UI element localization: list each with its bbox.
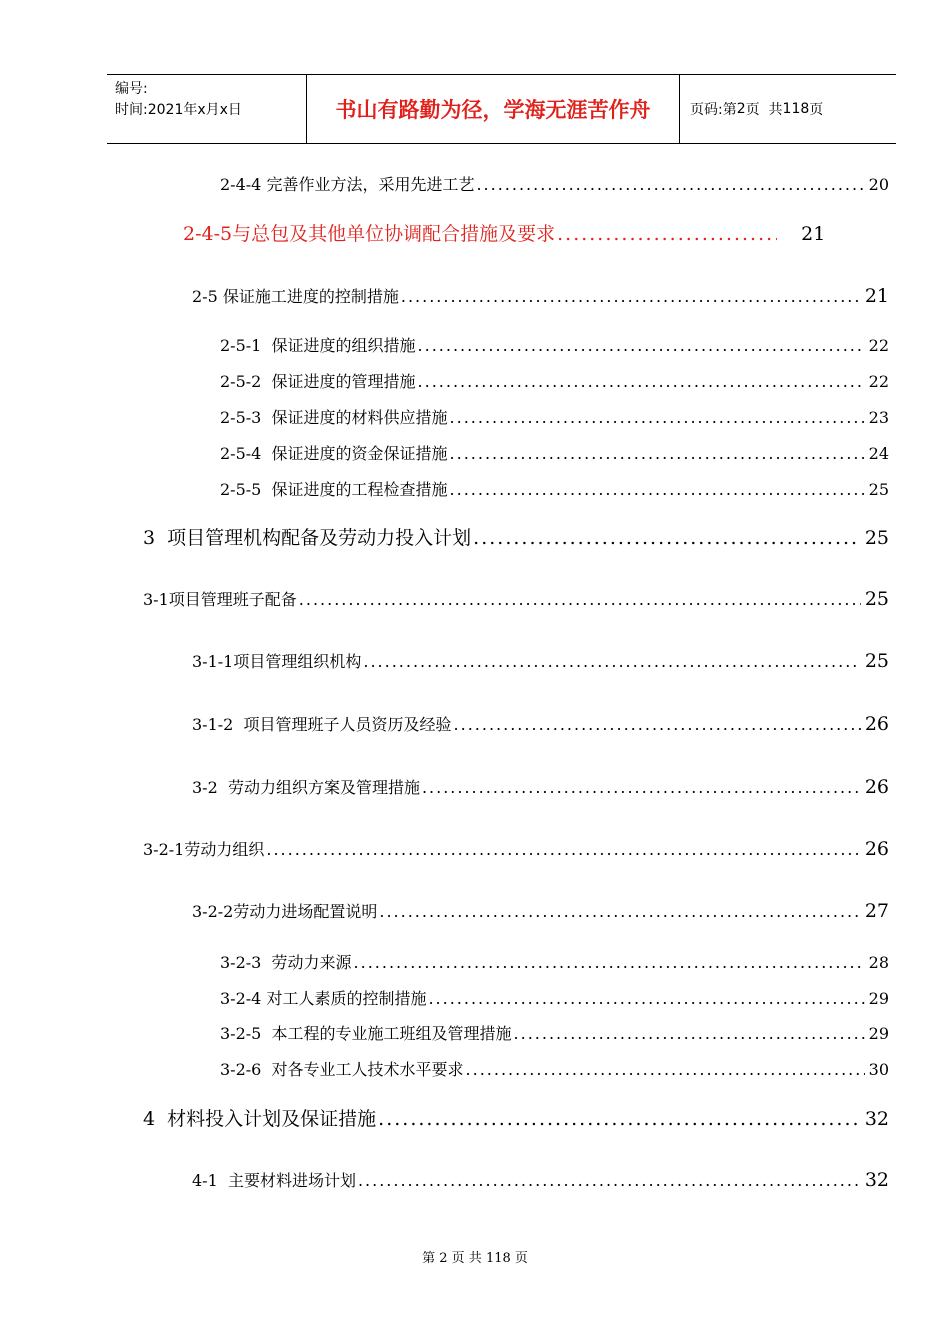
toc-entry-page: 25 (868, 480, 889, 499)
footer-mid: 页 共 (451, 1251, 482, 1266)
toc-entry-title: 2-5-2 保证进度的管理措施 (220, 372, 416, 391)
toc-entry-title: 3-2-4 对工人素质的控制措施 (220, 989, 427, 1008)
toc-entry[interactable] (220, 1021, 889, 1044)
toc-leader (378, 1108, 861, 1130)
toc-leader (379, 902, 860, 921)
toc-entry[interactable] (192, 1168, 889, 1191)
header-slogan: 书山有路勤为径，学海无涯苦作舟 (307, 75, 680, 143)
toc-leader (363, 652, 860, 671)
toc-entry-page: 28 (868, 953, 889, 972)
toc-entry-page: 25 (864, 650, 889, 672)
toc-leader (454, 715, 861, 734)
toc-entry-title: 3-2-5 本工程的专业施工班组及管理措施 (220, 1024, 512, 1043)
toc-entry-title: 3-2-1劳动力组织 (143, 840, 265, 859)
toc-entry[interactable] (220, 333, 889, 356)
toc-entry-title: 2-5-1 保证进度的组织措施 (220, 336, 416, 355)
toc-entry[interactable] (220, 405, 889, 428)
toc-entry[interactable] (143, 587, 889, 610)
toc-entry-page: 25 (864, 588, 889, 610)
toc-entry-title: 2-4-4 完善作业方法，采用先进工艺 (220, 175, 475, 194)
toc-entry-title: 2-5-4 保证进度的资金保证措施 (220, 444, 448, 463)
toc-entry-title: 4 材料投入计划及保证措施 (143, 1108, 377, 1130)
toc-entry-title: 3-2-2劳动力进场配置说明 (192, 902, 378, 921)
toc-entry-page: 26 (864, 713, 889, 735)
toc-leader (428, 989, 864, 1008)
doc-date: 时间:2021年x月x日 (115, 102, 242, 118)
toc-leader (514, 1024, 865, 1043)
toc-entry[interactable] (183, 219, 889, 246)
toc-entry-title: 3 项目管理机构配备及劳动力投入计划 (143, 527, 472, 549)
toc-entry-title: 3-2 劳动力组织方案及管理措施 (192, 778, 420, 797)
toc-entry-page: 21 (864, 285, 889, 307)
toc-leader (418, 336, 865, 355)
toc-entry-title: 3-1项目管理班子配备 (143, 590, 297, 609)
header-page-info (680, 75, 896, 143)
toc-leader (422, 778, 861, 797)
header-page-mid: 页 共 (745, 102, 783, 118)
toc-leader (354, 953, 865, 972)
footer-prefix: 第 (422, 1251, 436, 1266)
toc-entry[interactable] (192, 712, 889, 735)
toc-entry[interactable] (143, 837, 889, 860)
header-page-total: 118 (782, 101, 810, 117)
header-page-number: 2 (736, 101, 746, 117)
toc-entry-title: 2-5-5 保证进度的工程检查措施 (220, 480, 448, 499)
toc-leader (450, 480, 865, 499)
toc-entry-title: 3-1-2 项目管理班子人员资历及经验 (192, 715, 452, 734)
toc-leader (401, 287, 861, 306)
toc-entry-page: 27 (864, 900, 889, 922)
toc-entry[interactable] (220, 369, 889, 392)
toc-entry[interactable] (220, 441, 889, 464)
toc-entry-title: 3-2-6 对各专业工人技术水平要求 (220, 1060, 464, 1079)
toc-entry-title: 3-2-3 劳动力来源 (220, 953, 352, 972)
toc-entry-page: 32 (864, 1108, 889, 1130)
toc-entry-title: 4-1 主要材料进场计划 (192, 1171, 356, 1190)
footer-suffix: 页 (514, 1251, 528, 1266)
toc-entry[interactable] (220, 477, 889, 500)
toc-leader (418, 372, 865, 391)
footer-total: 118 (485, 1251, 511, 1266)
toc-entry[interactable] (143, 523, 889, 550)
toc-entry-page: 22 (868, 372, 889, 391)
toc-leader (450, 444, 865, 463)
toc-entry[interactable] (192, 649, 889, 672)
toc-leader (473, 527, 861, 549)
toc-entry[interactable] (192, 899, 889, 922)
toc-entry-page: 25 (864, 527, 889, 549)
toc-entry-page: 29 (868, 1024, 889, 1043)
header-page-label: 页码:第 (690, 102, 737, 118)
toc-entry-page: 30 (868, 1060, 889, 1079)
toc-entry-title: 2-5-3 保证进度的材料供应措施 (220, 408, 448, 427)
toc-entry[interactable] (220, 172, 889, 195)
toc-entry-page: 32 (864, 1169, 889, 1191)
toc-entry-page: 29 (868, 989, 889, 1008)
header-meta (107, 75, 307, 143)
footer-page-number: 2 (439, 1251, 448, 1266)
toc-leader (266, 840, 860, 859)
header-page-end: 页 (809, 102, 824, 118)
toc-entry-page: 26 (864, 838, 889, 860)
toc-entry[interactable] (220, 950, 889, 973)
toc-entry[interactable] (220, 1057, 889, 1080)
toc-entry-page: 21 (801, 223, 826, 245)
page-header (107, 74, 896, 144)
toc-leader (299, 590, 861, 609)
toc-entry[interactable] (192, 284, 889, 307)
toc-entry-page: 23 (868, 408, 889, 427)
toc-leader (476, 175, 864, 194)
toc-entry-page: 22 (868, 336, 889, 355)
toc-entry-title: 3-1-1项目管理组织机构 (192, 652, 362, 671)
toc-entry-page: 20 (868, 175, 889, 194)
page-footer (0, 1247, 950, 1266)
toc-entry[interactable] (220, 986, 889, 1009)
toc-leader (466, 1060, 865, 1079)
toc-entry-title: 2-5 保证施工进度的控制措施 (192, 287, 399, 306)
toc-leader (557, 223, 777, 245)
toc-entry-page: 26 (864, 776, 889, 798)
doc-number-label: 编号: (115, 81, 148, 97)
toc-entry[interactable] (143, 1104, 889, 1131)
toc-leader (450, 408, 865, 427)
toc-leader (358, 1171, 861, 1190)
toc-entry[interactable] (192, 775, 889, 798)
toc-entry-page: 24 (868, 444, 889, 463)
toc-entry-title: 2-4-5与总包及其他单位协调配合措施及要求 (183, 223, 556, 245)
